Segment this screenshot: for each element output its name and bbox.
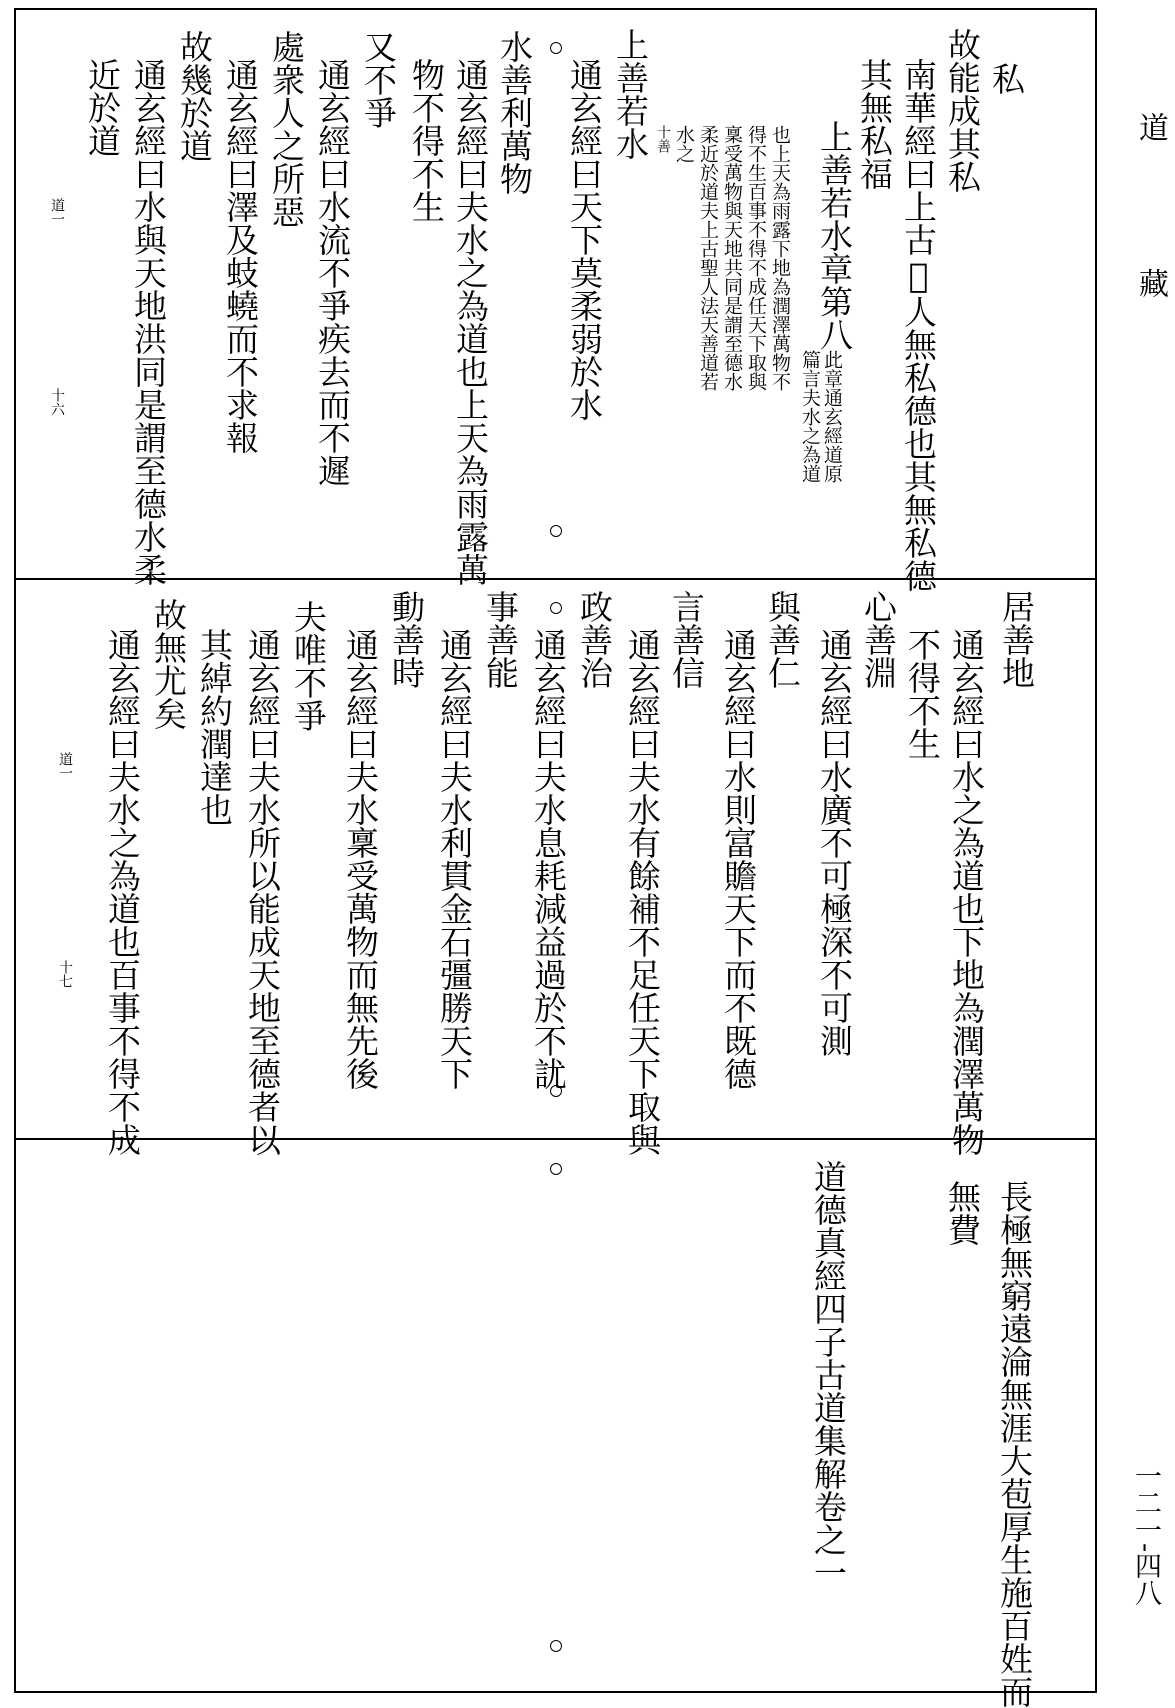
- folio-mark: 道一: [57, 752, 73, 780]
- punctuation-circle: [550, 602, 562, 614]
- text-column: 通玄經曰水廣不可極深不可測: [815, 628, 854, 1057]
- text-column: 居善地: [997, 590, 1036, 689]
- margin-title-top: 道: [1133, 112, 1168, 142]
- text-column: 水善利萬物: [495, 30, 534, 195]
- annotation-column: 稟受萬物與天地共同是謂至德水: [721, 125, 743, 391]
- annotation-column: 十善: [655, 125, 671, 153]
- annotation-column: 水之: [673, 125, 695, 163]
- text-column: 通玄經曰夫水利貫金石彊勝天下: [435, 628, 474, 1090]
- text-column: 通玄經曰水與天地洪同是謂至德水柔: [129, 58, 168, 586]
- text-column: 與善仁: [763, 590, 802, 689]
- text-column: 其綽約潤達也: [195, 628, 234, 826]
- text-column: 近於道: [83, 58, 122, 157]
- text-column: 通玄經曰水則富贍天下而不既德: [719, 628, 758, 1090]
- text-column: 故無尤矣: [149, 598, 188, 730]
- text-column: 處衆人之所惡: [267, 30, 306, 228]
- text-column: 通玄經曰水之為道也下地為潤澤萬物: [947, 628, 986, 1156]
- volume-colophon: 道德真經四子古道集解卷之一: [809, 1160, 848, 1589]
- text-column: 不得不生: [903, 628, 942, 760]
- punctuation-circle: [550, 525, 562, 537]
- leaf-number: 十六: [49, 388, 65, 416]
- text-column: 通玄經曰夫水有餘補不足任天下取與: [623, 628, 662, 1156]
- text-column: 通玄經曰夫水所以能成天地至德者以: [243, 628, 282, 1156]
- text-column: 通玄經曰澤及蚑蟯而不求報: [221, 58, 260, 454]
- annotation-column: 此章通玄經道原: [821, 350, 843, 483]
- annotation-column: 篇言夫水之為道: [799, 350, 821, 483]
- text-column: 通玄經曰夫水之為道也上天為雨露萬: [451, 58, 490, 586]
- text-column: 又不爭: [359, 30, 398, 129]
- margin-title-mid: 藏: [1133, 268, 1168, 298]
- annotation-column: 也上天為雨露下地為潤澤萬物不: [769, 125, 791, 391]
- text-column: 夫唯不爭: [289, 600, 328, 732]
- page-number: 一二一-四八: [1130, 1462, 1161, 1607]
- text-column: 通玄經曰水流不爭疾去而不遲: [313, 58, 352, 487]
- text-column: 通玄經曰夫水息耗減益過於不訧: [529, 628, 568, 1090]
- punctuation-circle: [550, 1640, 562, 1652]
- text-column: 政善治: [575, 590, 614, 689]
- annotation-column: 柔近於道夫上古聖人法天善道若: [697, 125, 719, 391]
- text-column: 故幾於道: [175, 30, 214, 162]
- text-column: 通玄經曰夫水稟受萬物而無先後: [341, 628, 380, 1090]
- punctuation-circle: [550, 42, 562, 54]
- text-column: 言善信: [667, 590, 706, 689]
- punctuation-circle: [550, 1163, 562, 1175]
- text-column: 南華經曰上古𥪡人無私德也其無私德: [899, 58, 938, 592]
- text-column: 上善若水: [611, 28, 650, 160]
- text-column: 其無私福: [855, 58, 894, 190]
- text-column: 長極無窮遠淪無涯大苞厚生施百姓而: [995, 1180, 1034, 1708]
- text-column: 無費: [943, 1180, 982, 1246]
- text-column: 心善淵: [859, 590, 898, 689]
- annotation-column: 得不生百事不得不成任天下取與: [745, 125, 767, 391]
- folio-mark: 道一: [49, 198, 65, 226]
- leaf-number: 十七: [57, 960, 73, 988]
- punctuation-circle: [550, 1085, 562, 1097]
- text-column: 故能成其私: [943, 28, 982, 193]
- text-column: 通玄經曰天下莫柔弱於水: [565, 58, 604, 421]
- panel-divider: [14, 1138, 1097, 1140]
- text-column: 動善時: [387, 590, 426, 689]
- text-column: 私: [987, 62, 1026, 95]
- chapter-heading: 上善若水章第八: [815, 120, 854, 351]
- text-column: 事善能: [481, 590, 520, 689]
- text-column: 通玄經曰夫水之為道也百事不得不成: [103, 628, 142, 1156]
- text-column: 物不得不生: [407, 58, 446, 223]
